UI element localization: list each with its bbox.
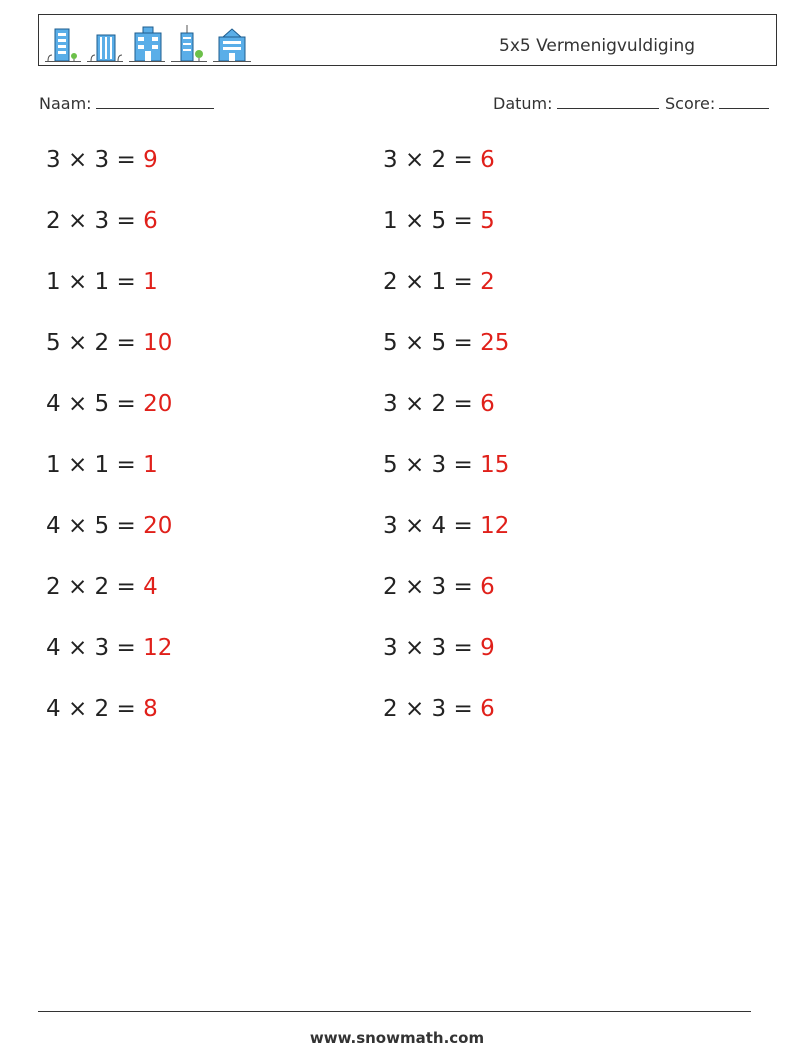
- answer: 25: [480, 330, 510, 356]
- times-sign: ×: [67, 574, 88, 600]
- problem-left-7: [46, 513, 172, 539]
- times-sign: ×: [404, 208, 425, 234]
- factor-b: 3: [431, 574, 447, 600]
- factor-a: 3: [46, 147, 61, 173]
- factor-a: 5: [383, 452, 398, 478]
- problem-right-4: [383, 330, 509, 356]
- answer: 6: [480, 574, 495, 600]
- problem-right-1: [383, 147, 495, 173]
- name-blank-line: [96, 94, 214, 109]
- equals-sign: =: [453, 635, 473, 661]
- problem-right-9: [383, 635, 495, 661]
- factor-a: 1: [46, 452, 61, 478]
- factor-a: 1: [383, 208, 398, 234]
- equals-sign: =: [116, 635, 136, 661]
- factor-b: 2: [94, 696, 110, 722]
- problem-left-4: [46, 330, 172, 356]
- answer: 9: [143, 147, 158, 173]
- factor-b: 3: [431, 452, 447, 478]
- factor-b: 5: [94, 391, 110, 417]
- problem-right-8: [383, 574, 495, 600]
- factor-b: 1: [94, 452, 110, 478]
- answer: 6: [480, 696, 495, 722]
- score-blank-line: [719, 94, 769, 109]
- equals-sign: =: [453, 147, 473, 173]
- factor-a: 3: [383, 147, 398, 173]
- factor-b: 2: [94, 574, 110, 600]
- building-icon: [171, 23, 207, 63]
- building-icon: [213, 23, 251, 63]
- problem-left-2: [46, 208, 158, 234]
- problem-left-10: [46, 696, 158, 722]
- problem-left-9: [46, 635, 172, 661]
- footer-website: www.snowmath.com: [309, 1029, 485, 1047]
- factor-a: 2: [383, 269, 398, 295]
- answer: 15: [480, 452, 510, 478]
- answer: 8: [143, 696, 158, 722]
- answer: 9: [480, 635, 495, 661]
- problem-right-7: [383, 513, 509, 539]
- factor-b: 5: [431, 330, 447, 356]
- equals-sign: =: [453, 330, 473, 356]
- times-sign: ×: [404, 391, 425, 417]
- equals-sign: =: [116, 269, 136, 295]
- factor-a: 3: [383, 513, 398, 539]
- factor-b: 2: [431, 391, 447, 417]
- equals-sign: =: [453, 391, 473, 417]
- factor-a: 1: [46, 269, 61, 295]
- equals-sign: =: [116, 330, 136, 356]
- answer: 20: [143, 513, 173, 539]
- problem-left-1: [46, 147, 158, 173]
- building-icon: [45, 23, 81, 63]
- date-field: [493, 94, 659, 113]
- equals-sign: =: [116, 696, 136, 722]
- answer: 6: [480, 391, 495, 417]
- equals-sign: =: [453, 269, 473, 295]
- factor-b: 5: [431, 208, 447, 234]
- factor-b: 3: [431, 635, 447, 661]
- problem-left-6: [46, 452, 158, 478]
- answer: 6: [143, 208, 158, 234]
- factor-a: 2: [46, 208, 61, 234]
- score-label: Score:: [665, 94, 716, 113]
- problem-left-8: [46, 574, 158, 600]
- factor-b: 4: [431, 513, 447, 539]
- factor-a: 3: [383, 391, 398, 417]
- times-sign: ×: [404, 574, 425, 600]
- factor-a: 4: [46, 696, 61, 722]
- factor-a: 4: [46, 635, 61, 661]
- times-sign: ×: [404, 147, 425, 173]
- factor-a: 2: [46, 574, 61, 600]
- name-label: Naam:: [39, 94, 92, 113]
- factor-b: 3: [94, 147, 110, 173]
- factor-a: 5: [383, 330, 398, 356]
- factor-a: 3: [383, 635, 398, 661]
- factor-b: 2: [94, 330, 110, 356]
- equals-sign: =: [116, 391, 136, 417]
- factor-a: 2: [383, 696, 398, 722]
- times-sign: ×: [404, 696, 425, 722]
- factor-a: 5: [46, 330, 61, 356]
- factor-a: 4: [46, 513, 61, 539]
- name-field: [39, 94, 214, 113]
- equals-sign: =: [453, 208, 473, 234]
- answer: 2: [480, 269, 495, 295]
- answer: 10: [143, 330, 173, 356]
- answer: 12: [480, 513, 510, 539]
- problem-right-10: [383, 696, 495, 722]
- answer: 20: [143, 391, 173, 417]
- times-sign: ×: [67, 208, 88, 234]
- times-sign: ×: [404, 330, 425, 356]
- factor-b: 5: [94, 513, 110, 539]
- times-sign: ×: [67, 269, 88, 295]
- factor-b: 3: [94, 208, 110, 234]
- times-sign: ×: [404, 452, 425, 478]
- times-sign: ×: [67, 696, 88, 722]
- answer: 4: [143, 574, 158, 600]
- equals-sign: =: [453, 696, 473, 722]
- score-field: [665, 94, 769, 113]
- factor-b: 3: [94, 635, 110, 661]
- problem-right-5: [383, 391, 495, 417]
- times-sign: ×: [67, 452, 88, 478]
- equals-sign: =: [116, 147, 136, 173]
- answer: 12: [143, 635, 173, 661]
- equals-sign: =: [453, 452, 473, 478]
- factor-a: 2: [383, 574, 398, 600]
- factor-a: 4: [46, 391, 61, 417]
- factor-b: 1: [431, 269, 447, 295]
- date-blank-line: [557, 94, 659, 109]
- times-sign: ×: [67, 330, 88, 356]
- header-box: [38, 14, 777, 66]
- problem-right-2: [383, 208, 495, 234]
- times-sign: ×: [404, 635, 425, 661]
- footer-divider: [38, 1011, 751, 1012]
- equals-sign: =: [453, 513, 473, 539]
- equals-sign: =: [116, 513, 136, 539]
- problem-right-3: [383, 269, 495, 295]
- equals-sign: =: [116, 208, 136, 234]
- header-icons: [45, 19, 251, 63]
- building-icon: [129, 23, 165, 63]
- date-label: Datum:: [493, 94, 553, 113]
- equals-sign: =: [116, 574, 136, 600]
- equals-sign: =: [453, 574, 473, 600]
- times-sign: ×: [67, 635, 88, 661]
- factor-b: 1: [94, 269, 110, 295]
- times-sign: ×: [67, 391, 88, 417]
- factor-b: 2: [431, 147, 447, 173]
- times-sign: ×: [67, 513, 88, 539]
- equals-sign: =: [116, 452, 136, 478]
- answer: 1: [143, 452, 158, 478]
- building-icon: [87, 23, 123, 63]
- times-sign: ×: [67, 147, 88, 173]
- times-sign: ×: [404, 513, 425, 539]
- answer: 6: [480, 147, 495, 173]
- times-sign: ×: [404, 269, 425, 295]
- answer: 5: [480, 208, 495, 234]
- answer: 1: [143, 269, 158, 295]
- problem-left-5: [46, 391, 172, 417]
- problem-left-3: [46, 269, 158, 295]
- worksheet-title: 5x5 Vermenigvuldiging: [499, 36, 696, 56]
- factor-b: 3: [431, 696, 447, 722]
- problem-right-6: [383, 452, 509, 478]
